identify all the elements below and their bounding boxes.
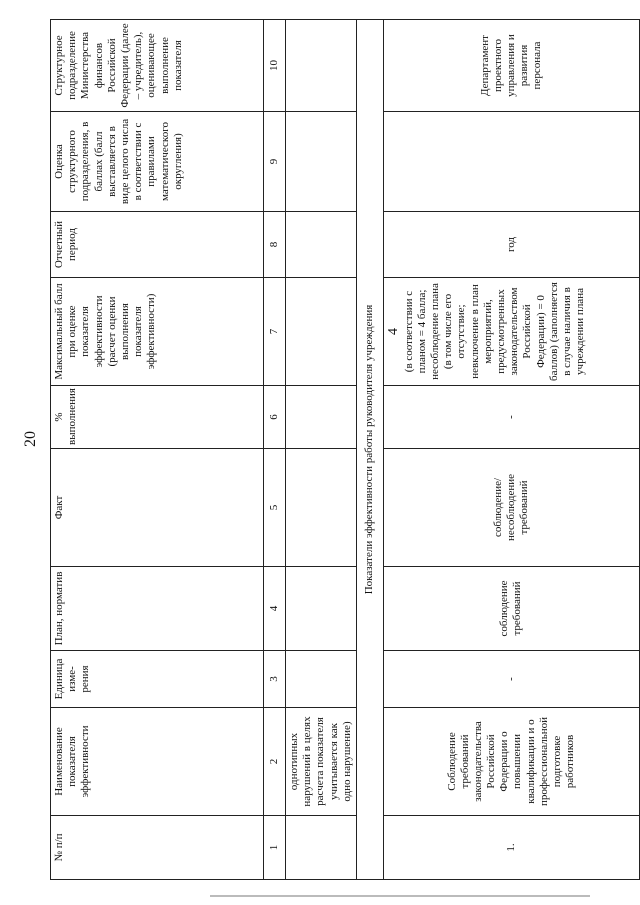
header-num: № п/п bbox=[51, 816, 264, 880]
table-cell bbox=[286, 567, 357, 651]
continuation-name: однотипных нарушений в целях расчета показателя учитывается как одно нарушение) bbox=[286, 708, 357, 816]
header-plan: План, норматив bbox=[51, 567, 264, 651]
efficiency-table bbox=[50, 19, 640, 880]
header-department: Структурное подразделение Министерства финансов Российской Федерации (далее – учредитель), оценивающее выполнение показателя bbox=[51, 20, 264, 112]
column-number: 2 bbox=[264, 708, 286, 816]
row-department: Департамент проектного управления и развития персонала bbox=[383, 20, 639, 112]
column-number: 8 bbox=[264, 212, 286, 278]
row-unit: - bbox=[383, 651, 639, 708]
row-plan: соблюдение требований bbox=[383, 567, 639, 651]
header-row bbox=[51, 20, 264, 880]
table-cell bbox=[286, 212, 357, 278]
row-num: 1. bbox=[383, 816, 639, 880]
row-max-score bbox=[383, 278, 639, 386]
continuation-num bbox=[286, 816, 357, 880]
column-number: 5 bbox=[264, 449, 286, 567]
page-number: 20 bbox=[22, 431, 39, 447]
table-cell bbox=[286, 386, 357, 449]
column-number: 3 bbox=[264, 651, 286, 708]
row-name: Соблюдение требований законодательства Российской Федерации о повышении квалификации и о профессиональной подготовке работников bbox=[383, 708, 639, 816]
table-cell bbox=[286, 651, 357, 708]
header-max-score: Максимальный балл при оценке показателя эффективности (расчет оценки выполнения показателя эффективности) bbox=[51, 278, 264, 386]
column-number: 6 bbox=[264, 386, 286, 449]
header-name: Наименование показателя эффективности bbox=[51, 708, 264, 816]
row-percent: - bbox=[383, 386, 639, 449]
table-row bbox=[383, 20, 639, 880]
column-number: 1 bbox=[264, 816, 286, 880]
continuation-row bbox=[286, 20, 357, 880]
header-period: Отчетный период bbox=[51, 212, 264, 278]
column-number: 4 bbox=[264, 567, 286, 651]
rotated-page bbox=[50, 20, 640, 880]
max-score-value: 4 bbox=[385, 328, 401, 335]
column-number: 10 bbox=[264, 20, 286, 112]
table-cell bbox=[286, 112, 357, 212]
column-number: 7 bbox=[264, 278, 286, 386]
page-bottom-divider bbox=[210, 895, 590, 897]
table-cell bbox=[286, 278, 357, 386]
header-unit: Единица изме-рения bbox=[51, 651, 264, 708]
max-score-text: (в соответствии с планом = 4 балла; несоблюдение плана (в том числе его отсутствие; невключение в план мероприятий, предусмотренных законодательством Российской Федерации) = 0 баллов) (заполняется в случае наличия в учреждении плана bbox=[402, 282, 587, 381]
table-cell bbox=[286, 449, 357, 567]
row-fact: соблюдение/ несоблюдение требований bbox=[383, 449, 639, 567]
header-percent: % выполнения bbox=[51, 386, 264, 449]
header-fact: Факт bbox=[51, 449, 264, 567]
section-title: Показатели эффективности работы руководителя учреждения bbox=[356, 20, 383, 880]
row-period: год bbox=[383, 212, 639, 278]
column-number-row bbox=[264, 20, 286, 880]
section-row bbox=[356, 20, 383, 880]
row-assessment bbox=[383, 112, 639, 212]
header-assessment: Оценка структурного подразделения, в баллах (балл выставляется в виде целого числа в соответствии с правилами математического округления) bbox=[51, 112, 264, 212]
table-cell bbox=[286, 20, 357, 112]
column-number: 9 bbox=[264, 112, 286, 212]
